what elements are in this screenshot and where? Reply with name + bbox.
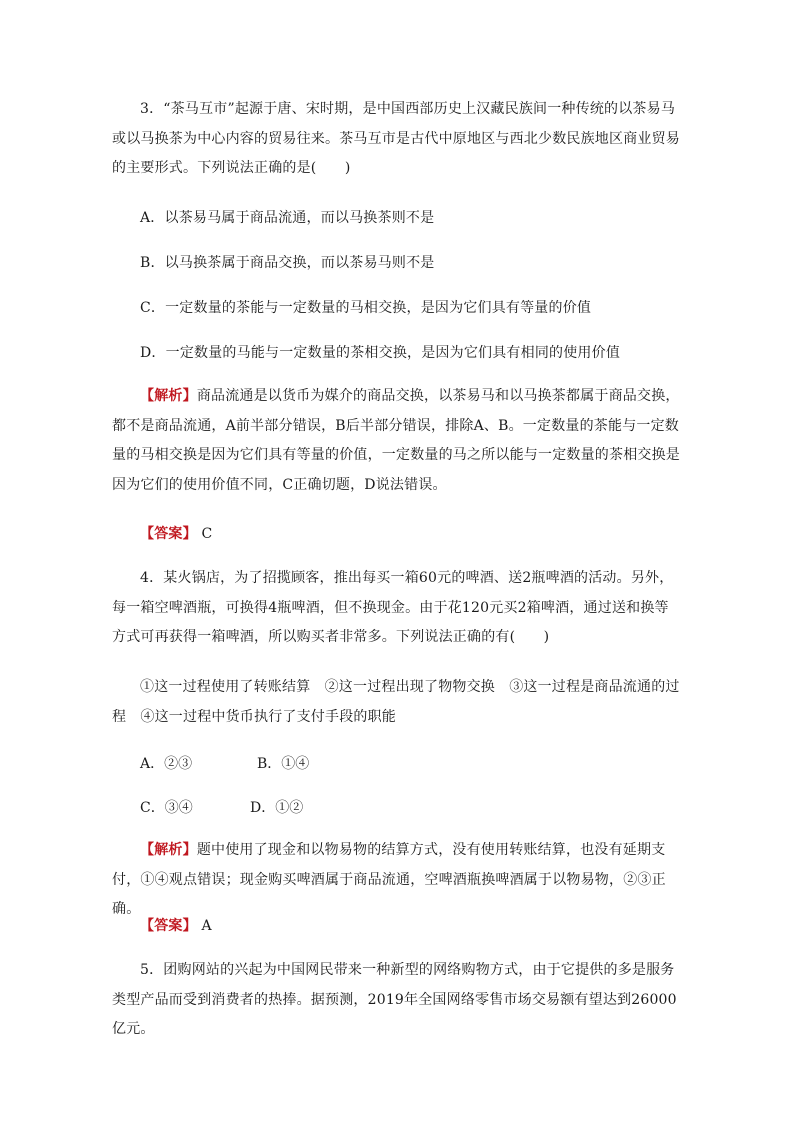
analysis-text: 题中使用了现金和以物易物的结算方式，没有使用转账结算，也没有延期支付，①④观点错误；现金购买啤酒属于商品流通，空啤酒瓶换啤酒属于以物易物，②③正确。 (112, 842, 666, 917)
question-4-option-b: B．①④ (257, 756, 310, 772)
question-3-option-b: B．以马换茶属于商品交换，而以茶易马则不是 (140, 255, 435, 271)
analysis-text: 商品流通是以货币为媒介的商品交换，以茶易马和以马换茶都属于商品交换，都不是商品流通，A前半部分错误，B后半部分错误，排除A、B。一定数量的茶能与一定数量的马相交换是因为它们具有等量的价值，一定数量的马之所以能与一定数量的茶相交换是因为它们的使用价值不同，C正确切题，D说法错误。 (112, 388, 680, 493)
answer-tag: 【答案】 (140, 918, 197, 934)
question-3-option-a: A．以茶易马属于商品流通，而以马换茶则不是 (140, 210, 435, 226)
question-4-option-c: C．③④ (140, 800, 193, 816)
analysis-tag: 【解析】 (140, 842, 197, 858)
answer-tag: 【答案】 (140, 526, 197, 542)
question-5-stem: 5．团购网站的兴起为中国网民带来一种新型的网络购物方式，由于它提供的多是服务类型产品而受到消费者的热捧。据预测，2019年全国网络零售市场交易额有望达到26000亿元。 (112, 962, 677, 1037)
question-4-option-a: A．②③ (140, 756, 193, 772)
question-4-statements: ①这一过程使用了转账结算 ②这一过程出现了物物交换 ③这一过程是商品流通的过程 ④这一过程中货币执行了支付手段的职能 (112, 679, 680, 725)
answer-value: A (201, 918, 212, 934)
question-3-answer (112, 520, 682, 550)
question-3-analysis (112, 382, 682, 500)
question-3-stem: 3．“茶马互市”起源于唐、宋时期，是中国西部历史上汉藏民族间一种传统的以茶易马或以马换茶为中心内容的贸易往来。茶马互市是古代中原地区与西北少数民族地区商业贸易的主要形式。下列说法正确的是( ) (112, 101, 680, 176)
question-4-option-d: D．①② (250, 800, 304, 816)
question-3-option-c: C．一定数量的茶能与一定数量的马相交换，是因为它们具有等量的价值 (140, 300, 592, 316)
question-4-stem: 4．某火锅店，为了招揽顾客，推出每买一箱60元的啤酒、送2瓶啤酒的活动。另外，每一箱空啤酒瓶，可换得4瓶啤酒，但不换现金。由于花120元买2箱啤酒，通过送和换等方式可再获得一箱啤酒，所以购买者非常多。下列说法正确的有( ) (112, 570, 674, 645)
answer-value: C (201, 526, 213, 542)
question-4-answer (112, 912, 682, 942)
question-3-option-d: D．一定数量的马能与一定数量的茶相交换，是因为它们具有相同的使用价值 (140, 345, 621, 361)
analysis-tag: 【解析】 (140, 388, 197, 404)
